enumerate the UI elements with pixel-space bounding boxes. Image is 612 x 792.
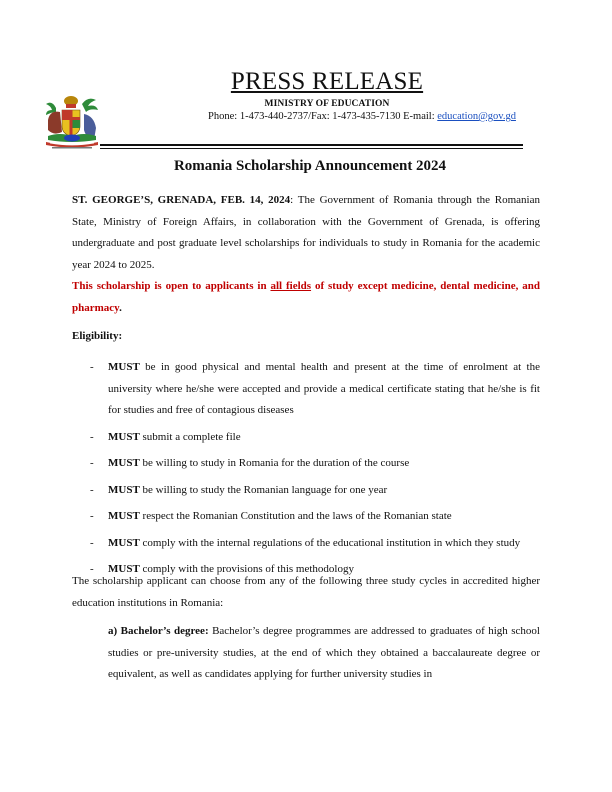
fields-notice bbox=[72, 276, 540, 319]
bachelor-degree-paragraph bbox=[108, 621, 540, 686]
dateline: ST. GEORGE’S, GRENADA, FEB. 14, 2024 bbox=[72, 194, 291, 206]
announcement-heading: Romania Scholarship Announcement 2024 bbox=[173, 158, 447, 174]
bullet-dash: - bbox=[90, 510, 94, 522]
bullet-dash: - bbox=[90, 536, 94, 549]
press-release-title-block bbox=[0, 68, 612, 96]
notice-text-after: of study except medicine, dental medicine, and pharmacy bbox=[72, 280, 540, 314]
bullet-dash: - bbox=[90, 361, 94, 373]
contact-info bbox=[0, 111, 612, 122]
must-label: MUST bbox=[108, 483, 140, 496]
eligibility-item bbox=[72, 427, 540, 449]
bullet-dash: - bbox=[90, 563, 94, 575]
notice-period: . bbox=[119, 301, 122, 314]
notice-text-before: This scholarship is open to applicants in bbox=[72, 280, 271, 292]
eligibility-item bbox=[72, 480, 540, 502]
bachelor-text: Bachelor’s degree programmes are addressed to graduates of high school studies or pre-university studies, at the end of which they obtained a baccalaureate degree or equivalent, as well as candidates applying for further university studies in bbox=[108, 625, 540, 680]
must-label: MUST bbox=[108, 430, 140, 443]
bullet-dash: - bbox=[90, 483, 94, 496]
eligibility-item bbox=[72, 506, 540, 528]
item-text: comply with the provisions of this methodology bbox=[139, 563, 354, 575]
eligibility-item bbox=[72, 533, 540, 555]
header-divider-bottom bbox=[100, 148, 523, 149]
eligibility-item bbox=[72, 453, 540, 475]
header-divider-top bbox=[100, 144, 523, 146]
intro-paragraph bbox=[72, 190, 540, 276]
must-label: MUST bbox=[108, 361, 140, 373]
notice-all-fields: all fields bbox=[270, 280, 312, 292]
item-text: be willing to study the Romanian language for one year bbox=[139, 483, 388, 496]
item-text: submit a complete file bbox=[139, 430, 241, 443]
ministry-name: MINISTRY OF EDUCATION bbox=[264, 99, 390, 109]
study-cycles-intro: The scholarship applicant can choose from any of the following three study cycles in accredited higher education institutions in Romania: bbox=[72, 575, 540, 609]
intro-text: : The Government of Romania through the Romanian State, Ministry of Foreign Affairs, in collaboration with the Government of Grenada, is offering undergraduate and post graduate level scholarships for individuals to study in Romania for the academic year 2024 to 2025. bbox=[72, 194, 540, 271]
must-label: MUST bbox=[108, 563, 140, 575]
bachelor-label: a) Bachelor’s degree: bbox=[108, 625, 209, 637]
eligibility-item bbox=[72, 357, 540, 422]
item-text: respect the Romanian Constitution and the laws of the Romanian state bbox=[139, 510, 452, 522]
item-text: comply with the internal regulations of the educational institution in which they study bbox=[139, 536, 521, 549]
bullet-dash: - bbox=[90, 457, 94, 469]
bullet-dash: - bbox=[90, 430, 94, 443]
item-text: be in good physical and mental health and present at the time of enrolment at the university where he/she were accepted and provide a medical certificate stating that he/she is fit for studies and free of contagious diseases bbox=[108, 361, 540, 416]
email-link[interactable]: education@gov.gd bbox=[437, 111, 516, 122]
eligibility-list bbox=[72, 357, 540, 586]
must-label: MUST bbox=[108, 510, 140, 522]
contact-phone-fax: Phone: 1-473-440-2737/Fax: 1-473-435-7130 E-mail: bbox=[208, 111, 438, 122]
press-release-title: PRESS RELEASE bbox=[230, 68, 424, 95]
eligibility-label: Eligibility: bbox=[72, 330, 123, 342]
must-label: MUST bbox=[108, 457, 140, 469]
item-text: be willing to study in Romania for the duration of the course bbox=[139, 457, 410, 469]
must-label: MUST bbox=[108, 536, 140, 549]
